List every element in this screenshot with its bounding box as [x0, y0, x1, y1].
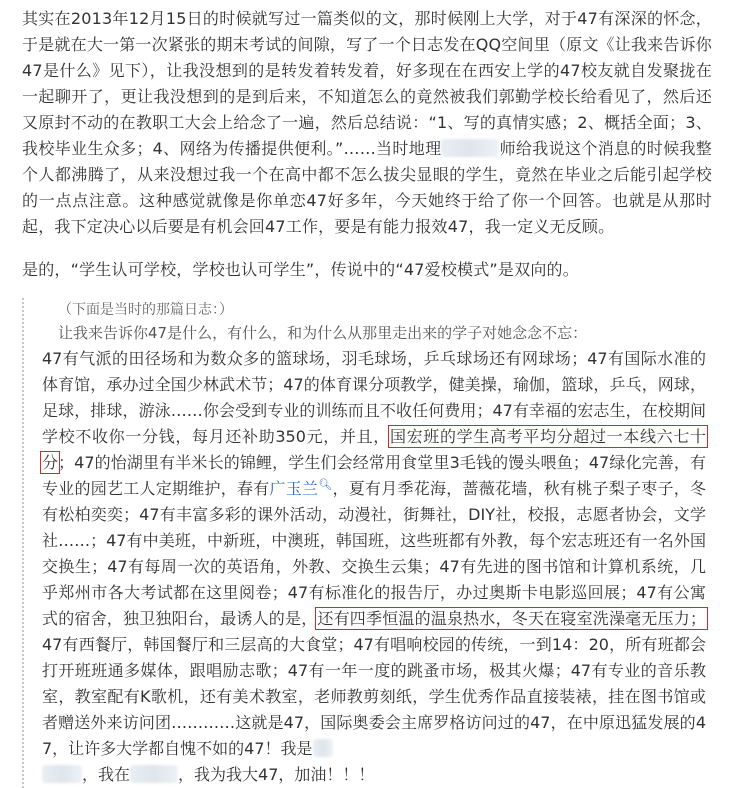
- redacted-location: [130, 765, 178, 783]
- quote-lead: 让我来告诉你47是什么，有什么，和为什么从那里走出来的学子对她念念不忘：: [58, 324, 588, 342]
- summary-paragraph: 是的，“学生认可学校，学校也认可学生”，传说中的“47爱校模式”是双向的。: [22, 260, 579, 279]
- quote-text-4: 47有西餐厅，韩国餐厅和三层高的大食堂；47有唱响校园的传统，一到14：20，所有班都会打开班班通多媒体，跟唱励志歌；47有一年一度的跳蚤市场，极其火爆；47有专业的音乐教室，教室配有K歌机，还有美术教室，老师教剪刻纸，学生优秀作品直接装裱，挂在图书馆或者赠送外来访问团…………这就是47，国际奥委会主席罗格访问过的47，在中原迅猛发展的47，让许多大学都自愧不如的47！我是: [42, 635, 706, 758]
- quote-text-3: ，夏有月季花海，蔷薇花墙，秋有桃子梨子枣子，冬有松柏奕奕；47有丰富多彩的课外活动，动漫社，街舞社，DIY社，校报，志愿者协会，文学社……；47有中美班，中新班，中澳班，韩国班，这些班都有外教，每个宏志班还有一名外国交换生；47有每周一次的英语角，外教、交换生云集；47有先进的图书馆和计算机系统，几乎郑州市各大考试都在这里阅卷；47有标准化的报告厅，办过奥斯卡电影巡回展；47有公寓式的宿舍，独卫独阳台，最诱人的是，: [42, 479, 706, 628]
- redacted-name-end: [313, 739, 333, 757]
- quote-text-2: ；47的怡湖里有半米长的锦鲤，学生们会经常用食堂里3毛钱的馒头喂鱼；47绿化完善，有专业的园艺工人定期维护，春有: [42, 453, 706, 498]
- quote-text-1: 47有气派的田径场和为数众多的篮球场，羽毛球场，乒乓球场还有网球场；47有国际水准的体育馆，承办过全国少林武术节；47的体育课分项教学，健美操，瑜伽，篮球，乒乓，网球，足球，排球，游泳……你会受到专业的训练而且不收任何费用；47有幸福的宏志生，在校期间学校不收你一分钱，每月还补助350元，并且，: [42, 349, 706, 446]
- diary-quote-block: [22, 298, 710, 788]
- intro-text-part-1: 其实在2013年12月15日的时候就写过一篇类似的文，那时候刚上大学，对于47有深深的怀念，于是就在大一第一次紧张的期末考试的间隙，写了一个日志发在QQ空间里（原文《让我来告诉你47是什么》见下），让我没想到的是转发着转发着，好多现在在西安上学的47校友就自发聚拢在一起聊开了，更让我没想到的是到后来，不知道怎么的竟然被我们郭勤学校长给看见了，然后还又原封不动的在教职工大会上给念了一遍，然后总结说：“1、写的真情实感；2、概括全面；3、我校毕业生众多；4、网络为传播提供便利。”……当时地理: [22, 9, 712, 158]
- redacted-name: [441, 139, 499, 157]
- highlight-box-hot-water: 还有四季恒温的温泉热水，冬天在寝室洗澡毫无压力；: [317, 609, 706, 628]
- magnolia-link[interactable]: 广玉兰: [269, 479, 319, 498]
- highlight-box-score: 国宏班的学生高考平均分超过一本线六七十分: [42, 427, 706, 472]
- quote-body: 47有气派的田径场和为数众多的篮球场，羽毛球场，乒乓球场还有网球场；47有国际水准的体育馆，承办过全国少林武术节；47的体育课分项教学，健美操，瑜伽，篮球，乒乓，网球，足球，排球，游泳……你会受到专业的训练而且不收任何费用；47有幸福的宏志生，在校期间学校不收你一分钱，每月还补助350元，并且，国宏班的学生高考平均分超过一本线六七十分；47的怡湖里有半米长的锦鲤，学生们会经常用食堂里3毛钱的馒头喂鱼；47绿化完善，有专业的园艺工人定期维护，春有广玉兰🔍︎，夏有月季花海，蔷薇花墙，秋有桃子梨子枣子，冬有松柏奕奕；47有丰富多彩的课外活动，动漫社，街舞社，DIY社，校报，志愿者协会，文学社……；47有中美班，中新班，中澳班，韩国班，这些班都有外教，每个宏志班还有一名外国交换生；47有每周一次的英语角，外教、交换生云集；47有先进的图书馆和计算机系统，几乎郑州市各大考试都在这里阅卷；47有标准化的报告厅，办过奥斯卡电影巡回展；47有公寓式的宿舍，独卫独阳台，最诱人的是，还有四季恒温的温泉热水，冬天在寝室洗澡毫无压力；47有西餐厅，韩国餐厅和三层高的大食堂；47有唱响校园的传统，一到14：20，所有班都会打开班班通多媒体，跟唱励志歌；47有一年一度的跳蚤市场，极其火爆；47有专业的音乐教室，教室配有K歌机，还有美术教室，老师教剪刻纸，学生优秀作品直接装裱，挂在图书馆或者赠送外来访问团…………这就是47，国际奥委会主席罗格访问过的47，在中原迅猛发展的47，让许多大学都自愧不如的47！我是 ，我在 ，我为我大47，加油！！！: [42, 349, 706, 784]
- quote-intro: （下面是当时的那篇日志：）: [58, 302, 233, 318]
- redacted-author-name: [42, 765, 82, 783]
- intro-paragraph: [22, 6, 712, 240]
- intro-text-part-2: 师给我说这个消息的时候我整个人都沸腾了，从来没想过我一个在高中都不怎么拔尖显眼的学生，竟然在毕业之后能引起学校的一点点注意。这种感觉就像是你单恋47好多年，今天她终于给了你一个回答。也就是从那时起，我下定决心以后要是有机会回47工作，要是有能力报效47，我一定义无反顾。: [22, 139, 712, 236]
- quote-text-6: ，我为我大47，加油！！！: [178, 765, 375, 784]
- quote-text-5: ，我在: [82, 765, 131, 784]
- article-body: [22, 6, 712, 283]
